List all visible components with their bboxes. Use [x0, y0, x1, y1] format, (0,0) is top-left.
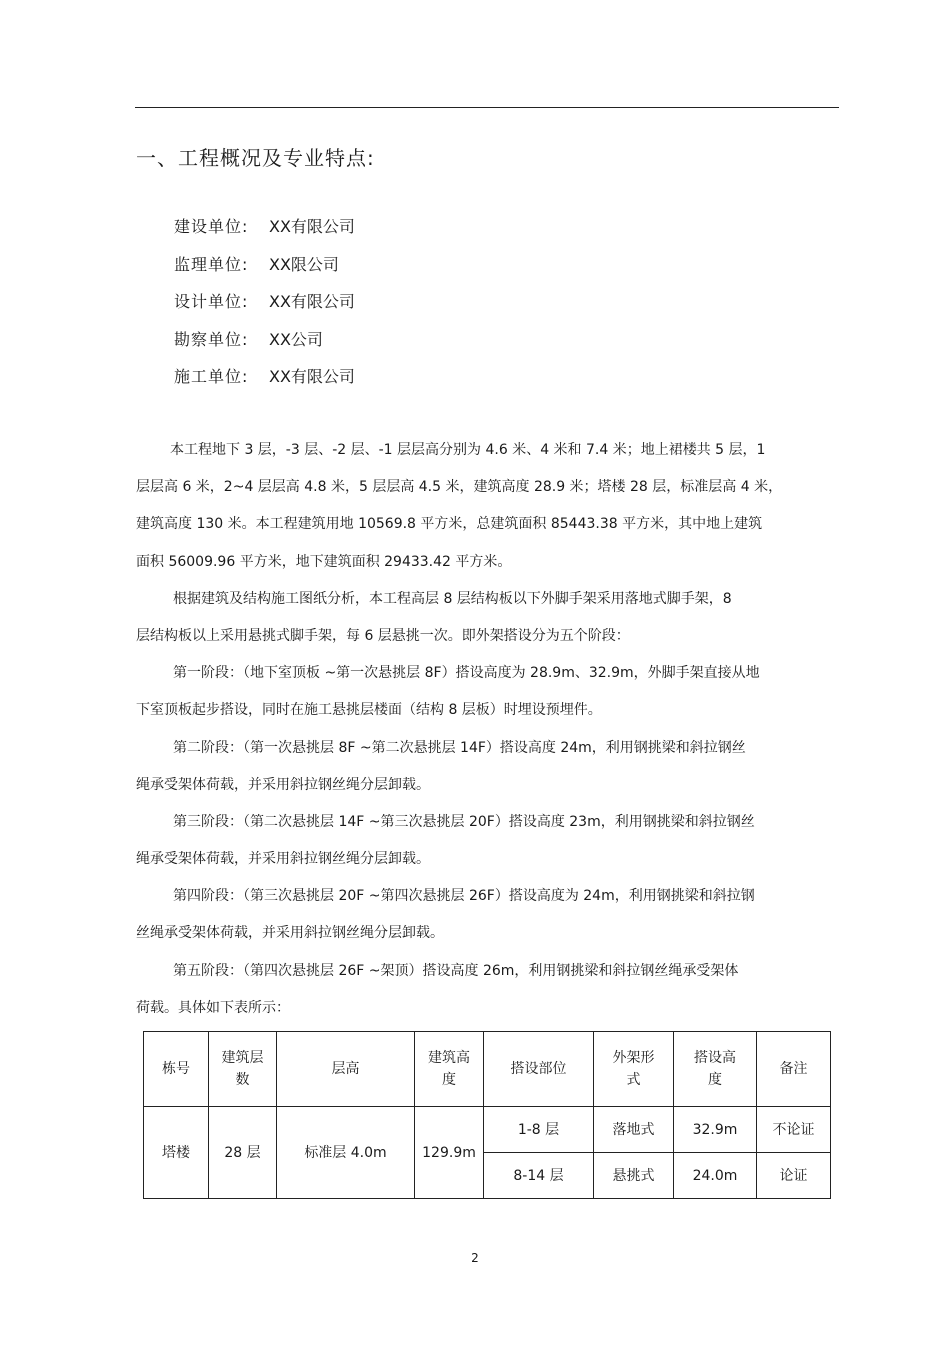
page-number: 2: [471, 1251, 479, 1265]
unit-label: 设计单位:: [174, 292, 249, 311]
paragraph-line: 丝绳承受架体荷载，并采用斜拉钢丝绳分层卸载。: [136, 925, 444, 942]
unit-row: [174, 364, 355, 402]
paragraph-line: 第四阶段：（第三次悬挑层 20F ~第四次悬挑层 26F）搭设高度为 24m，利用钢挑梁和斜拉钢: [173, 888, 755, 905]
header-floor-height: 层高: [277, 1032, 415, 1107]
header-rule: [135, 107, 839, 108]
paragraph-line: 绳承受架体荷载，并采用斜拉钢丝绳分层卸载。: [136, 851, 430, 868]
header-line: 度: [442, 1072, 456, 1088]
section-heading: 一、工程概况及专业特点:: [136, 146, 375, 170]
paragraph-line: 本工程地下 3 层，-3 层、-2 层、-1 层层高分别为 4.6 米、4 米和 7.4 米；地上裙楼共 5 层，1: [170, 442, 766, 458]
paragraph-line: 层结构板以上采用悬挑式脚手架，每 6 层悬挑一次。即外架搭设分为五个阶段：: [136, 627, 630, 644]
paragraph-stage-5: [136, 959, 840, 1033]
cell-remark: 不论证: [757, 1107, 831, 1153]
paragraph-stage-1: [136, 661, 840, 735]
scaffold-schedule-table: [143, 1031, 831, 1199]
unit-label: 建设单位:: [174, 217, 249, 236]
unit-row: [174, 289, 355, 327]
cell-erection-height: 24.0m: [674, 1153, 757, 1199]
header-erection-height: [674, 1032, 757, 1107]
paragraph-overview: [136, 438, 840, 587]
unit-value: XX有限公司: [269, 292, 355, 311]
header-line: 外架形: [612, 1050, 655, 1066]
unit-value: XX有限公司: [269, 217, 355, 236]
cell-building: 塔楼: [144, 1107, 209, 1199]
unit-list: [174, 214, 355, 402]
paragraph-line: 第三阶段：（第二次悬挑层 14F ~第三次悬挑层 20F）搭设高度 23m，利用钢挑梁和斜拉钢丝: [173, 813, 755, 830]
paragraph-line: 根据建筑及结构施工图纸分析，本工程高层 8 层结构板以下外脚手架采用落地式脚手架，8: [173, 590, 732, 607]
cell-erection-range: 8-14 层: [484, 1153, 594, 1199]
header-line: 建筑高: [428, 1050, 470, 1066]
header-line: 数: [235, 1072, 250, 1088]
unit-row: [174, 214, 355, 252]
paragraph-line: 第一阶段：（地下室顶板 ~第一次悬挑层 8F）搭设高度为 28.9m、32.9m，外脚手架直接从地: [173, 665, 760, 682]
header-line: 建筑层: [221, 1050, 264, 1066]
paragraph-line: 绳承受架体荷载，并采用斜拉钢丝绳分层卸载。: [136, 776, 430, 793]
unit-label: 监理单位:: [174, 254, 249, 274]
unit-value: XX公司: [269, 329, 323, 349]
unit-value: XX有限公司: [269, 367, 355, 386]
paragraph-stage-3: [136, 810, 840, 884]
cell-erection-height: 32.9m: [674, 1107, 757, 1153]
header-building-height: [415, 1032, 484, 1107]
unit-label: 施工单位:: [174, 367, 249, 386]
table-row: [144, 1107, 831, 1153]
header-line: 式: [626, 1072, 641, 1088]
scaffold-table: [143, 1031, 831, 1199]
header-remarks: 备注: [757, 1032, 831, 1107]
body-text: [136, 438, 840, 1033]
paragraph-line: 荷载。具体如下表所示：: [136, 999, 290, 1016]
cell-floor-height: 标准层 4.0m: [277, 1107, 415, 1199]
table-header-row: [144, 1032, 831, 1107]
paragraph-line: 层层高 6 米，2~4 层层高 4.8 米，5 层层高 4.5 米，建筑高度 28.9 米；塔楼 28 层，标准层高 4 米，: [136, 479, 783, 496]
cell-building-height: 129.9m: [415, 1107, 484, 1199]
paragraph-line: 第二阶段：（第一次悬挑层 8F ~第二次悬挑层 14F）搭设高度 24m，利用钢挑梁和斜拉钢丝: [173, 739, 746, 756]
cell-floors: 28 层: [209, 1107, 277, 1199]
paragraph-scaffold-plan: [136, 587, 840, 661]
header-building: 栋号: [144, 1032, 209, 1107]
cell-remark: 论证: [757, 1153, 831, 1199]
paragraph-stage-2: [136, 736, 840, 810]
paragraph-line: 下室顶板起步搭设，同时在施工悬挑层楼面（结构 8 层板）时埋设预埋件。: [136, 702, 602, 719]
header-scaffold-type: [594, 1032, 674, 1107]
header-line: 度: [708, 1072, 722, 1088]
paragraph-line: 面积 56009.96 平方米，地下建筑面积 29433.42 平方米。: [136, 553, 512, 570]
unit-row: [174, 327, 355, 365]
header-line: 搭设高: [694, 1050, 736, 1066]
unit-value: XX限公司: [269, 254, 339, 274]
cell-erection-range: 1-8 层: [484, 1107, 594, 1153]
paragraph-line: 第五阶段：（第四次悬挑层 26F ~架顶）搭设高度 26m，利用钢挑梁和斜拉钢丝绳承受架体: [173, 962, 739, 979]
unit-row: [174, 252, 355, 290]
unit-label: 勘察单位:: [174, 329, 249, 349]
paragraph-line: 建筑高度 130 米。本工程建筑用地 10569.8 平方米，总建筑面积 85443.38 平方米，其中地上建筑: [136, 516, 763, 533]
paragraph-stage-4: [136, 884, 840, 958]
cell-scaffold-type: 落地式: [594, 1107, 674, 1153]
header-floors: [209, 1032, 277, 1107]
cell-scaffold-type: 悬挑式: [594, 1153, 674, 1199]
header-erection-range: 搭设部位: [484, 1032, 594, 1107]
